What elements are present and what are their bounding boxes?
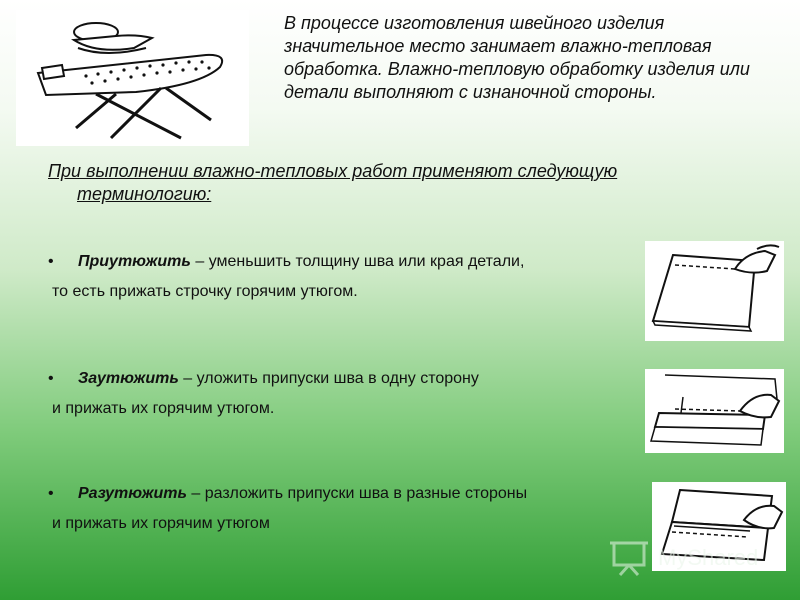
press-to-side-figure <box>645 369 784 453</box>
terminology-heading <box>48 160 768 206</box>
bullet: • <box>48 370 54 387</box>
term-item-1 <box>48 252 648 302</box>
term-description: – уменьшить толщину шва или края детали, <box>190 253 525 270</box>
term-description: – уложить припуски шва в одну сторону <box>178 370 479 387</box>
term-continuation: то есть прижать строчку горячим утюгом. <box>52 283 358 300</box>
watermark <box>606 537 796 577</box>
watermark-text: MyShared <box>658 545 759 570</box>
intro-paragraph: В процессе изготовления швейного изделия значительное место занимает влажно-тепловая обработка. Влажно-тепловую обработку изделия или детали выполняют с изнаночной стороны. <box>284 13 750 102</box>
presentation-icon <box>606 537 652 577</box>
heading-line-2: терминологию: <box>77 184 212 204</box>
bullet: • <box>48 253 54 270</box>
term-name: Разутюжить <box>78 485 187 502</box>
ironing-board-image <box>16 10 249 146</box>
term-name: Заутюжить <box>78 370 179 387</box>
heading-line-1: При выполнении влажно-тепловых работ применяют следующую <box>48 161 618 181</box>
term-description: – разложить припуски шва в разные стороны <box>186 485 528 502</box>
term-continuation: и прижать их горячим утюгом <box>52 515 270 532</box>
term-continuation: и прижать их горячим утюгом. <box>52 400 275 417</box>
term-item-3 <box>48 484 648 534</box>
bullet: • <box>48 485 54 502</box>
press-seam-figure <box>645 241 784 341</box>
term-name: Приутюжить <box>78 253 191 270</box>
term-item-2 <box>48 369 648 419</box>
